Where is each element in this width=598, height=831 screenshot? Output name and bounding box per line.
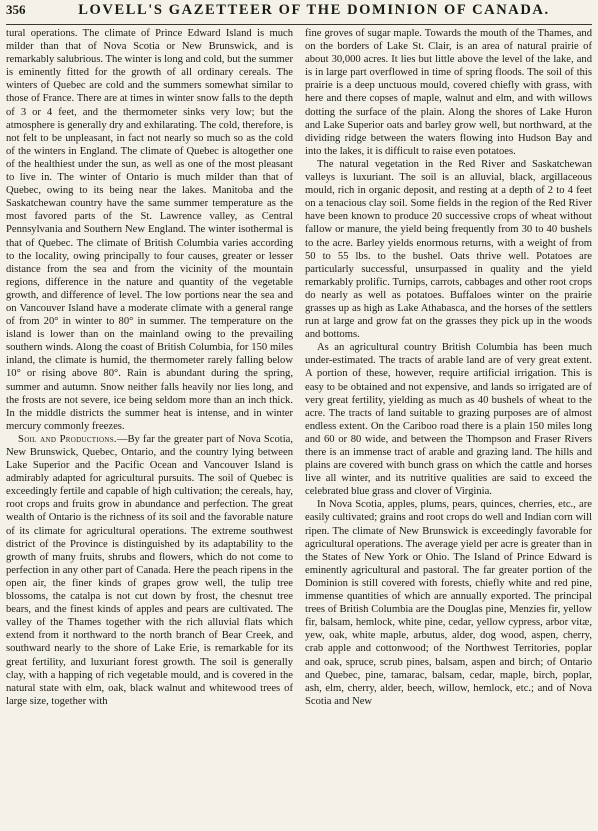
page-header — [6, 2, 592, 25]
paragraph-red-river: The natural vegetation in the Red River and Saskatchewan valleys is luxuriant. The soil is an alluvial, black, argillaceous mould, rich in organic deposit, and resting at a depth of 2 to 4 feet on a tenacious clay soil. Some fields in the region of the Red River have been known to produce 20 successive crops of wheat without fallow or manure, the yield being frequently from 30 to 40 bushels to the acre. Barley yields enormous returns, with a weight of from 50 to 55 lbs. to the bushel. Oats thrive well. Potatoes are particularly successful, unsurpassed in quality and the yield remarkably prolific. Turnips, carrots, cabbages and other root crops do nearly as well as potatoes. Buffaloes winter on the prairie grasses up as high as Lake Athabasca, and the horses of the settlers run at large and grow fat on the grasses they pick up in the woods and bottoms. — [305, 158, 592, 341]
right-column — [305, 27, 592, 827]
left-column — [6, 27, 293, 827]
paragraph-soil-text: —By far the greater part of Nova Scotia, New Brunswick, Quebec, Ontario, and the country lying between Lake Superior and the Pacific Ocean and Vancouver Island is admirably adapted for agricultural pursuits. The soil of Quebec is exceedingly fertile and capable of high cultivation; the cereals, hay, root crops and fruits grow in abundance and perfection. The great wealth of Ontario is the richness of its soil and the favorable nature of its climate for agricultural operations. The extreme southwest district of the Province is distinguished by its adaptability to the growth of many fruits, shrubs and flowers, which do not come to perfection in any other part of Canada. Here the peach ripens in the open air, the finer kinds of grapes grow well, the tulip tree blossoms, the catalpa is not cut down by frost, the chesnut tree bears, and the finest kinds of apples and pears are cultivated. The valley of the Thames together with the rich alluvial flats which extend from it northward to the north branch of Bear Creek, and southward nearly to the shore of Lake Erie, is remarkable for its great fertility, and luxuriant forest growth. The soil is generally clay, with a happing of rich vegetable mould, and is covered in the natural state with elm, oak, black walnut and whitewood trees of large size, together with — [6, 433, 293, 707]
paragraph-thames-prairie: fine groves of sugar maple. Towards the mouth of the Thames, and on the borders of Lake St. Clair, is an area of natural prairie of about 30,000 acres. It lies but little above the level of the lake, and is in large part overflowed in time of spring floods. The soil of this prairie is a deep unctuous mould, covered chiefly with grass, with here and there copses of maple, walnut and elm, and with willows dotting the surface of the plain. Along the shores of Lake Huron and Lake Superior oats and barley grow well, but northward, at the dividing ridge between the waters flowing into Hudson Bay and into the lakes, it is difficult to raise even potatoes. — [305, 28, 592, 157]
page-number: 356 — [6, 2, 26, 17]
paragraph-climate: tural operations. The climate of Prince Edward Island is much milder than that of Nova Scotia or New Brunswick, and is remarkably salubrious. The winter is long and cold, but the summer is eminently fitted for the growth of all ordinary cereals. The winters of Quebec are cold and the summers somewhat similar to those of France. There are at times in winter snow falls to the depth of 3 or 4 feet, and the thermometer sinks very low; but the atmosphere is generally dry and exhilarating. The cold, therefore, is not felt to be unpleasant, in fact not nearly so much so as the cold of the winters in England. The climate of Quebec is altogether one of the healthiest under the sun, as well as one of the most pleasant to live in. The winter of Ontario is much milder than that of Quebec, owing to its being near the lakes. Manitoba and the Saskatchewan country have the same summer temperature as the most favored parts of the St. Lawrence valley, as Central Pennsylvania and Southern New England. The winter isothermal is that of Quebec. The climate of British Columbia varies according to the locality, owing principally to four causes, greater or lesser distance from the sea and from the vicinity of the mountain regions, difference in the nature and quantity of the vegetable growth, and difference of level. The low portions near the sea and on Vancouver Island have a moderate climate with a general range of from 20° in winter to 80° in summer. The temperature on the island is lower than on the mainland owing to the prevailing southern winds. Along the coast of British Columbia, for 150 miles inland, the climate is humid, the thermometer rarely falling below 10° or rising above 80°. Rain is abundant during the spring, summer and autumn. Snow neither falls heavily nor lies long, and the frosts are not severe, ice being seldom more than an inch thick. In the middle districts the summer heat is intense, and in winter mercury commonly freezes. — [6, 28, 293, 432]
section-heading-soil: Soil and Productions. — [18, 433, 117, 445]
paragraph-soil-and-productions — [6, 433, 293, 708]
running-title: LOVELL'S GAZETTEER OF THE DOMINION OF CANADA. — [78, 2, 550, 18]
paragraph-nova-scotia: In Nova Scotia, apples, plums, pears, quinces, cherries, etc., are easily cultivated; grains and root crops do well and Indian corn will ripen. The climate of New Brunswick is exceedingly favorable for agricultural operations. The average yield per acre is greater than in the States of New York or Ohio. The Island of Prince Edward is eminently agricultural and pastoral. The far greater portion of the Dominion is still covered with forests, chiefly white and red pine, immense quantities of which are annually exported. The principal trees of British Columbia are the Douglas pine, Menzies fir, yellow fir, balsam, hemlock, white pine, cedar, yellow cypress, arbor vitæ, yew, oak, white maple, arbutus, alder, dog wood, aspen, cherry, crab apple and cottonwood; of the Northwest Territories, poplar and oak, spruce, scrub pines, balsam, aspen and birch; of Ontario and Quebec, pine, tamarac, balsam, cedar, maple, birch, poplar, ash, elm, cherry, alder, beech, willow, hemlock, etc.; and of Nova Scotia and New — [305, 499, 592, 707]
paragraph-british-columbia: As an agricultural country British Columbia has been much under-estimated. The tracts of arable land are of very great extent. A portion of these, however, require artificial irrigation. This is easy to be obtained and not expensive, and lands so irrigated are of very great fertility, yielding as much as 40 bushels of wheat to the acre. The tracts of land suitable to grazing purposes are of almost endless extent. On the Cariboo road there is a plain 150 miles long and 60 or 80 wide, and between the Thompson and Fraser Rivers there is an immense tract of arable and grazing land. The hills and plains are covered with bunch grass on which the cattle and horses live all winter, and its nutritive qualities are said to exceed the celebrated blue grass and clover of Virginia. — [305, 342, 592, 498]
